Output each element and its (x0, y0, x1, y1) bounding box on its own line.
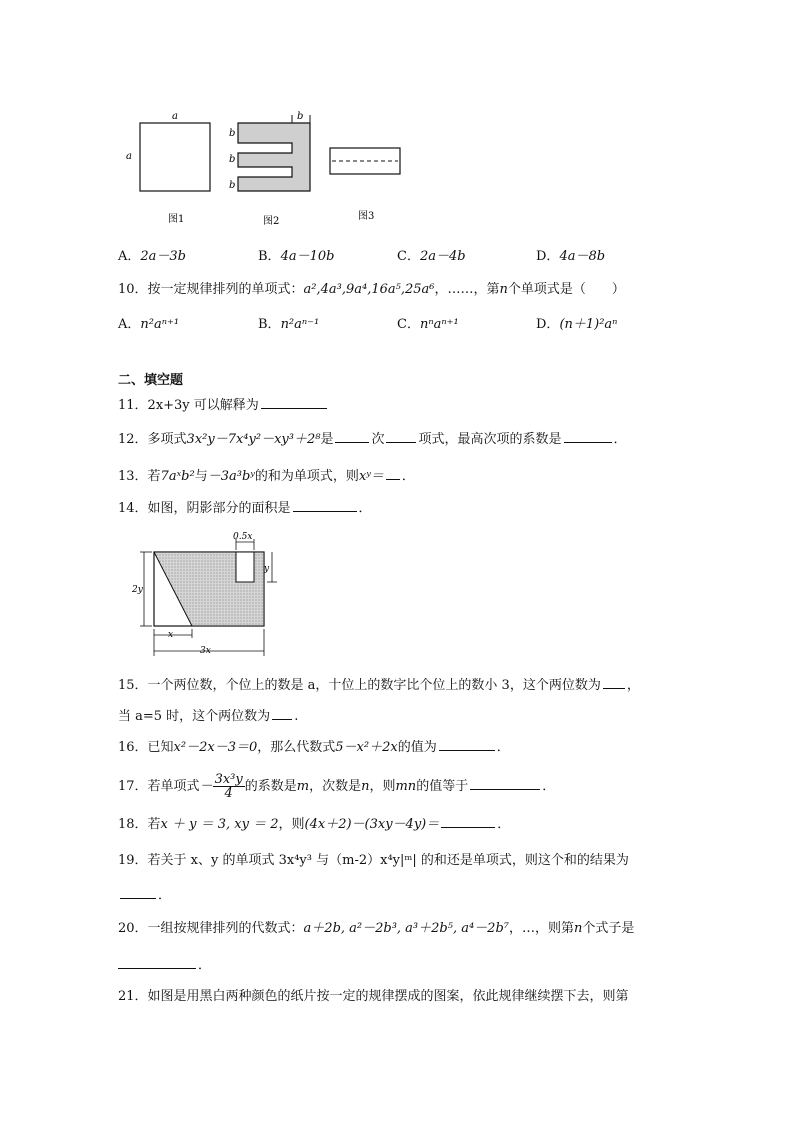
question-12: 12．多项式3x²y－7x⁴y²－xy³＋2⁸是 次 项式，最高次项的系数是 ． (118, 432, 627, 447)
q10-option-d: D．(n＋1)²aⁿ (536, 317, 618, 332)
q9-option-c: C．2a－4b (397, 249, 466, 264)
q10-option-a: A．n²aⁿ⁺¹ (118, 317, 180, 332)
section-title-fill-blank: 二、填空题 (118, 373, 184, 388)
question-20-line-2: ． (118, 956, 211, 975)
question-17: 17．若单项式－ $\frac{\text{3x³y}}{4}$ 的系数是m，次数是n，则mn的值等于 ． (118, 772, 556, 801)
fig2-label-b3: b (229, 180, 236, 191)
question-15-line-2: 当 a=5 时，这个两位数为 . (118, 709, 299, 724)
question-10: 10．按一定规律排列的单项式：a²,4a³,9a⁴,16a⁵,25a⁶，……，第n个单项式是（ ） (118, 282, 625, 297)
fig2-label-b1: b (229, 128, 236, 139)
q9-option-d: D．4a－8b (536, 249, 606, 264)
fig2-caption: 图2 (263, 216, 280, 227)
fig1-square (140, 123, 210, 191)
figure-rectangles (118, 105, 428, 230)
fig2-e-shape (238, 123, 310, 191)
fig1-caption: 图1 (168, 214, 185, 225)
fig1-label-side: a (126, 151, 132, 162)
label-2y: 2y (132, 585, 143, 595)
question-16: 16．已知x²－2x－3＝0，那么代数式5－x²＋2x的值为 ． (118, 740, 510, 755)
notch-rectangle (236, 552, 254, 582)
q9-option-b: B．4a－10b (258, 249, 335, 264)
question-11: 11．2x+3y 可以解释为 (118, 396, 329, 415)
label-0-5x: 0.5x (233, 532, 253, 542)
question-19-line-2: ． (118, 886, 171, 905)
q10-option-b: B．n²aⁿ⁻¹ (258, 317, 320, 332)
label-y: y (264, 564, 270, 574)
question-21: 21．如图是用黑白两种颜色的纸片按一定的规律摆成的图案，依此规律继续摆下去，则第 (118, 989, 629, 1004)
label-x: x (168, 630, 174, 640)
q10-option-c: C．nⁿaⁿ⁺¹ (397, 317, 459, 332)
fig1-label-top: a (172, 111, 178, 122)
question-14: 14．如图，阴影部分的面积是 ． (118, 501, 372, 516)
fig2-label-b2: b (229, 154, 236, 165)
question-20: 20．一组按规律排列的代数式：a＋2b, a²－2b³, a³＋2b⁵, a⁴－2b⁷，…，则第n个式子是 (118, 921, 635, 936)
figure-shaded-region (126, 530, 286, 660)
question-15-line-1: 15．一个两位数，个位上的数是 a，十位上的数字比个位上的数小 3，这个两位数为 ， (118, 678, 640, 693)
fraction: $\frac{\text{3x³y}}{4}$ (214, 772, 243, 801)
label-3x: 3x (200, 646, 211, 656)
question-19-line-1: 19．若关于 x、y 的单项式 3x⁴y³ 与（m-2）x⁴y|ᵐ| 的和还是单项式，则这个和的结果为 (118, 853, 629, 868)
fig3-caption: 图3 (358, 211, 375, 222)
question-18: 18．若x ＋ y ＝ 3, xy ＝ 2，则(4x＋2)－(3xy－4y)＝ ． (118, 817, 511, 832)
question-13: 13．若7aˣb²与－3a³bʸ的和为单项式，则xʸ＝ ． (118, 469, 415, 484)
q9-option-a: A．2a－3b (118, 249, 187, 264)
fig2-label-b-top: b (297, 111, 304, 122)
